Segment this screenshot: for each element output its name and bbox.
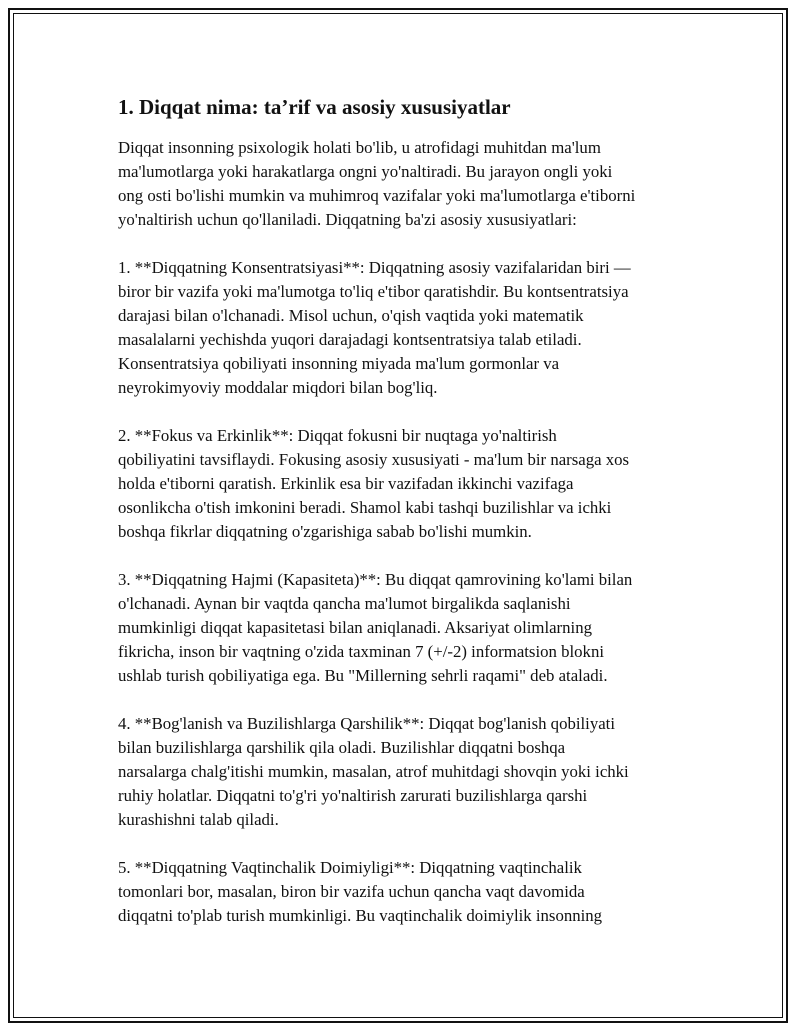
paragraph-focus-flexibility: 2. **Fokus va Erkinlik**: Diqqat fokusni bir nuqtaga yo'naltirish qobiliyatini tavsiflaydi. Fokusing asosiy xususiyati - ma'lum bir narsaga xos holda e'tiborni qaratish. Erkinlik esa bir vazifadan ikkinchi vazifaga osonlikcha o'tish imkonini beradi. Shamol kabi tashqi buzilishlar va ichki boshqa fikrlar diqqatning o'zgarishiga sabab bo'lishi mumkin.: [118, 426, 630, 541]
section-heading: 1. Diqqat nima: ta’rif va asosiy xususiyatlar: [118, 95, 511, 119]
paragraph-concentration: 1. **Diqqatning Konsentratsiyasi**: Diqqatning asosiy vazifalaridan biri — biror bir vazifa yoki ma'lumotga to'liq e'tibor qaratishdir. Bu kontsentratsiya darajasi bilan o'lchanadi. Misol uchun, o'qish vaqtida yoki matematik masalalarni yechishda yuqori darajadagi kontsentratsiya talab etiladi. Konsentratsiya qobiliyati insonning miyada ma'lum gormonlar va neyrokimyoviy moddalar miqdori bilan bog'liq.: [118, 258, 631, 397]
intro-paragraph: Diqqat insonning psixologik holati bo'lib, u atrofidagi muhitdan ma'lum ma'lumotlarga yoki harakatlarga ongni yo'naltiradi. Bu jarayon ongli yoki ong osti bo'lishi mumkin va muhimroq vazifalar yoki ma'lumotlarga e'tiborni yo'naltirish uchun qo'llaniladi. Diqqatning ba'zi asosiy xususiyatlari:: [118, 138, 636, 229]
paragraph-temporal-stability: 5. **Diqqatning Vaqtinchalik Doimiyligi**: Diqqatning vaqtinchalik tomonlari bor, masalan, biron bir vazifa uchun qancha vaqt davomida diqqatni to'plab turish mumkinligi. Bu vaqtinchalik doimiylik insonning: [118, 858, 603, 925]
document-body: [118, 92, 688, 952]
paragraph-distraction-resistance: 4. **Bog'lanish va Buzilishlarga Qarshilik**: Diqqat bog'lanish qobiliyati bilan buzilishlarga qarshilik qila oladi. Buzilishlar diqqatni boshqa narsalarga chalg'itishi mumkin, masalan, atrof muhitdagi shovqin yoki ichki ruhiy holatlar. Diqqatni to'g'ri yo'naltirish zarurati buzilishlarga qarshi kurashishni talab qiladi.: [118, 714, 629, 829]
paragraph-capacity: 3. **Diqqatning Hajmi (Kapasiteta)**: Bu diqqat qamrovining ko'lami bilan o'lchanadi. Aynan bir vaqtda qancha ma'lumot birgalikda saqlanishi mumkinligi diqqat kapasitetasi bilan aniqlanadi. Aksariyat olimlarning fikricha, inson bir vaqtning o'zida taxminan 7 (+/-2) informatsion blokni ushlab turish qobiliyatiga ega. Bu "Millerning sehrli raqami" deb ataladi.: [118, 570, 633, 685]
